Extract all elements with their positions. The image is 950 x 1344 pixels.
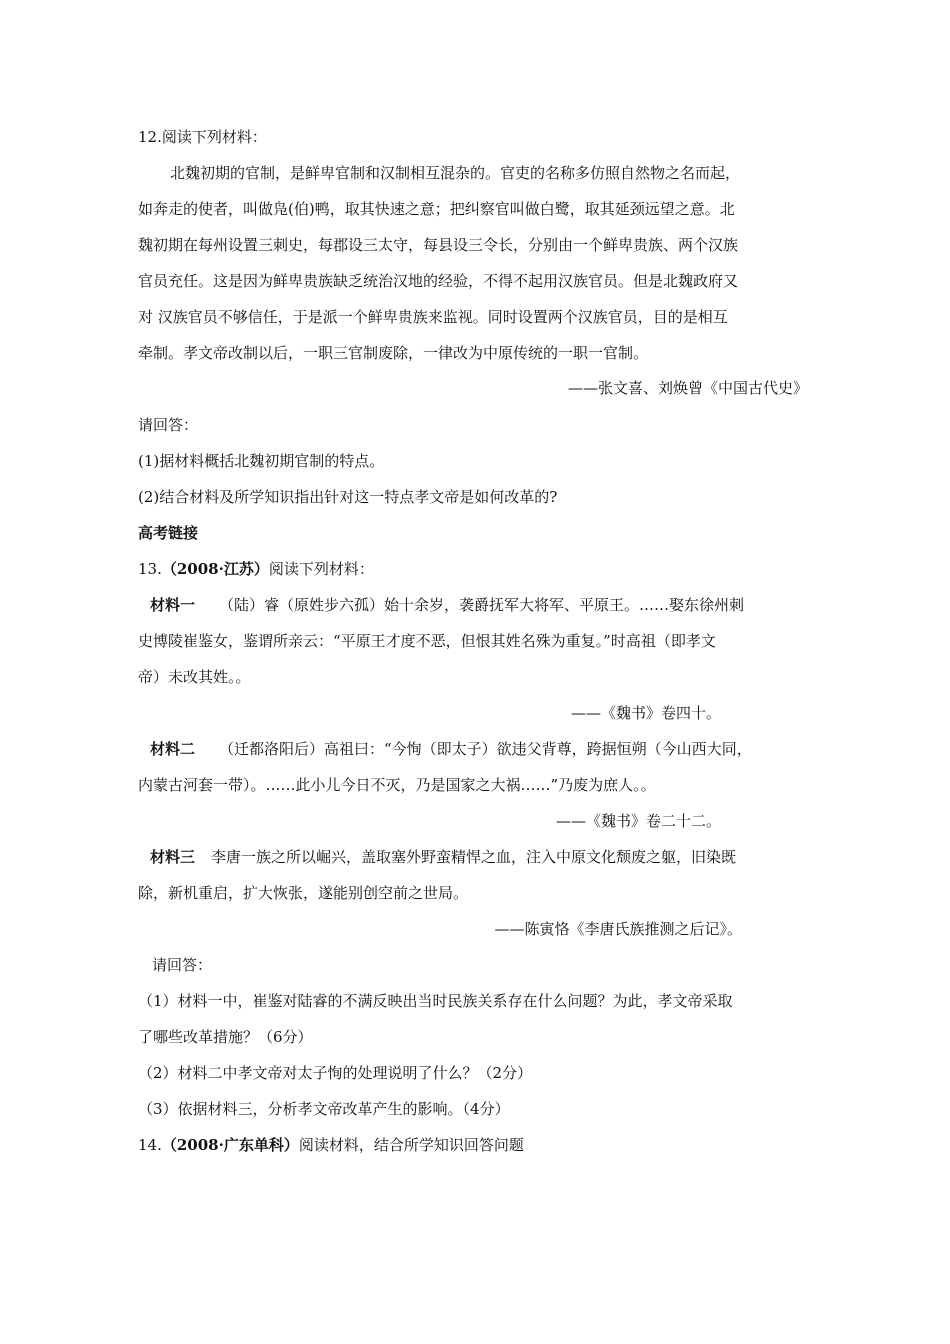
- q12-subquestion-1: (1)据材料概括北魏初期官制的特点。: [138, 452, 385, 470]
- q13-material-3-source: ——陈寅恪《李唐氏族推测之后记》。: [494, 920, 742, 938]
- q13-subquestion-1-cont: 了哪些改革措施？（6分）: [138, 1028, 313, 1046]
- q13-material-1-source: ——《魏书》卷四十。: [570, 704, 721, 722]
- section-heading: 高考链接: [138, 524, 199, 542]
- q12-subquestion-2: (2)结合材料及所学知识指出针对这一特点孝文帝是如何改革的?: [138, 488, 558, 506]
- q13-subquestion-1: （1）材料一中，崔鉴对陆睿的不满反映出当时民族关系存在什么问题？为此，孝文帝采取: [138, 992, 733, 1010]
- q13-material-2-line: 材料二 （迁都洛阳后）高祖曰：“今恂（即太子）欲违父背尊，跨据恒朔（今山西大同，: [150, 740, 752, 758]
- q14-number: 14.: [138, 1136, 162, 1154]
- q13-tag: （2008·江苏）: [161, 560, 269, 578]
- q13-material-1-line: 材料一 （陆）睿（原姓步六孤）始十余岁，袭爵抚军大将军、平原王。……娶东徐州刺: [150, 596, 745, 614]
- q14-title-text: 阅读材料，结合所学知识回答问题: [298, 1136, 524, 1154]
- q13-title-text: 阅读下列材料：: [268, 560, 374, 578]
- q12-ask: 请回答：: [138, 416, 199, 434]
- q13-ask: 请回答：: [152, 956, 213, 974]
- q12-paragraph-line: 官员充任。这是因为鲜卑贵族缺乏统治汉地的经验，不得不起用汉族官员。但是北魏政府又: [138, 272, 739, 290]
- q12-paragraph-line: 北魏初期的官制，是鲜卑官制和汉制相互混杂的。官吏的名称多仿照自然物之名而起，: [170, 164, 741, 182]
- q13-title: [138, 559, 374, 579]
- q12-paragraph-line: 牵制。孝文帝改制以后，一职三官制废除，一律改为中原传统的一职一官制。: [138, 344, 649, 362]
- q12-title: 12.阅读下列材料：: [138, 128, 267, 146]
- q14-tag: （2008·广东单科）: [161, 1136, 299, 1154]
- q13-material-3-line: 除，新机重启，扩大恢张，遂能别创空前之世局。: [138, 884, 469, 902]
- q13-material-1-label: 材料一: [150, 596, 196, 614]
- q13-material-1-line: 史博陵崔鉴女，鉴谓所亲云：“平原王才度不恶，但恨其姓名殊为重复。”时高祖（即孝文: [138, 632, 716, 650]
- q13-subquestion-3: （3）依据材料三，分析孝文帝改革产生的影响。（4分）: [138, 1100, 510, 1118]
- q13-material-3-label: 材料三: [150, 848, 196, 866]
- q13-number: 13.: [138, 560, 162, 578]
- q13-material-1-line: 帝）未改其姓。。: [138, 668, 251, 686]
- q13-subquestion-2: （2）材料二中孝文帝对太子恂的处理说明了什么？（2分）: [138, 1064, 533, 1082]
- q13-material-2-line: 内蒙古河套一带）。……此小儿今日不灭，乃是国家之大祸……”乃废为庶人。。: [138, 776, 656, 794]
- q12-paragraph-line: 如奔走的使者，叫做凫(伯)鸭，取其快速之意；把纠察官叫做白鹭，取其延颈远望之意。北: [138, 200, 735, 218]
- q14-title: [138, 1135, 524, 1155]
- q12-paragraph-line: 魏初期在每州设置三刺史，每郡设三太守，每县设三令长，分别由一个鲜卑贵族、两个汉族: [138, 236, 739, 254]
- q12-source: ——张文喜、刘焕曾《中国古代史》: [567, 379, 808, 397]
- q13-material-3-line: 材料三 李唐一族之所以崛兴，盖取塞外野蛮精悍之血，注入中原文化颓废之躯，旧染既: [150, 848, 737, 866]
- q12-paragraph-line: 对 汉族官员不够信任，于是派一个鲜卑贵族来监视。同时设置两个汉族官员，目的是相互: [138, 308, 728, 326]
- q13-material-2-source: ——《魏书》卷二十二。: [555, 812, 721, 830]
- q13-material-2-label: 材料二: [150, 740, 196, 758]
